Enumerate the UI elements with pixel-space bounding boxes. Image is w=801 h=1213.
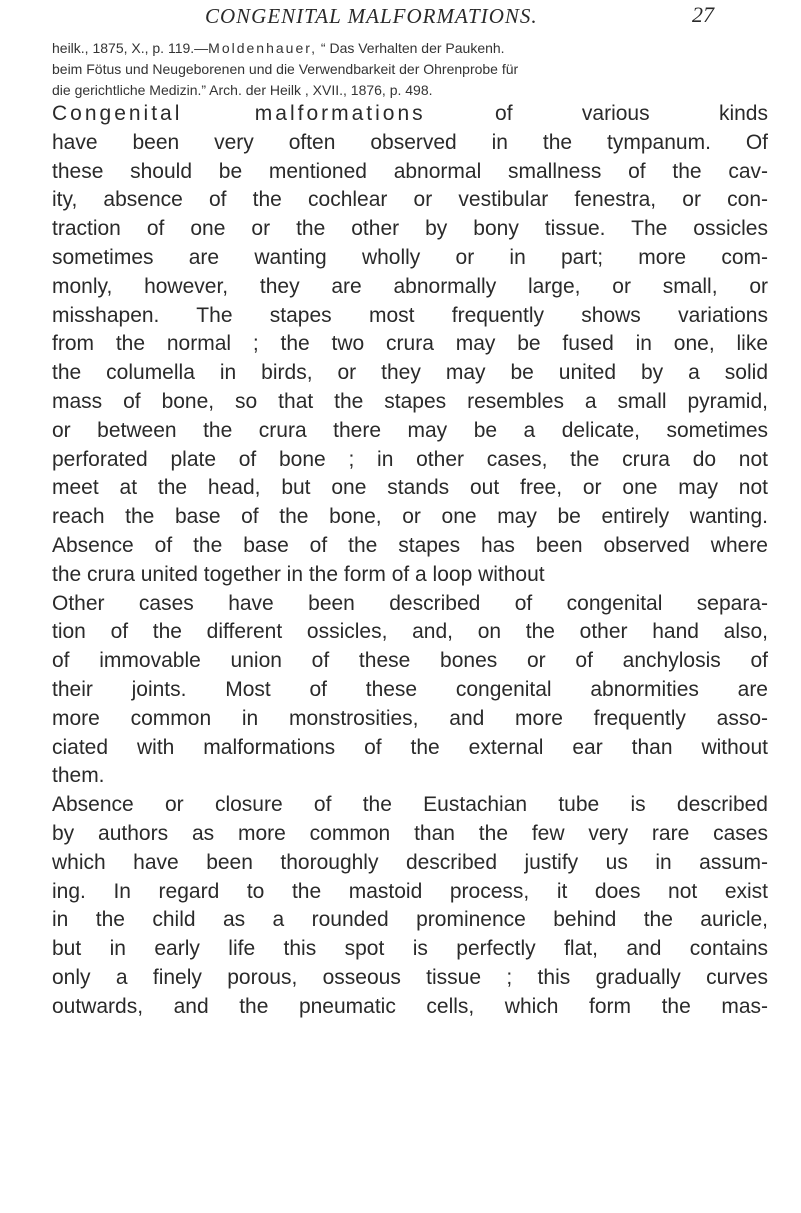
paragraph-1-line: mass of bone, so that the stapes resembles a small pyramid, [52, 389, 768, 413]
paragraph-1-line: reach the base of the bone, or one may be entirely wanting. [52, 505, 768, 529]
footnote-citation: heilk., 1875, X., p. 119.— [52, 40, 209, 56]
line-rest: of various kinds [425, 102, 768, 125]
paragraph-2-line: them. [52, 764, 105, 788]
paragraph-1-line: these should be mentioned abnormal smallness of the cav- [52, 159, 768, 183]
paragraph-1-line: the crura united together in the form of a loop without [52, 562, 545, 586]
paragraph-1-line: the columella in birds, or they may be united by a solid [52, 361, 768, 385]
footnote [52, 38, 768, 101]
paragraph-3-line: in the child as a rounded prominence behind the auricle, [52, 908, 768, 932]
paragraph-1-line [52, 100, 768, 129]
paragraph-2-line: more common in monstrosities, and more frequently asso- [52, 706, 768, 730]
paragraph-1-line: or between the crura there may be a delicate, sometimes [52, 418, 768, 442]
paragraph-2-line: ciated with malformations of the external ear than without [52, 735, 768, 759]
footnote-author: Moldenhauer, [208, 40, 318, 56]
page-number: 27 [692, 2, 714, 27]
paragraph-3-line: ing. In regard to the mastoid process, it does not exist [52, 879, 768, 903]
running-title: CONGENITAL MALFORMATIONS. [205, 4, 538, 28]
footnote-line: beim Fötus und Neugeborenen und die Verwendbarkeit der Ohrenprobe für [52, 61, 519, 77]
paragraph-1-line: from the normal ; the two crura may be fused in one, like [52, 332, 768, 356]
paragraph-3-line: by authors as more common than the few very rare cases [52, 821, 768, 845]
paragraph-1-line: meet at the head, but one stands out free, or one may not [52, 476, 768, 500]
paragraph-2-line: of immovable union of these bones or of anchylosis of [52, 649, 768, 673]
footnote-line [52, 38, 768, 59]
body-text [52, 100, 768, 1022]
paragraph-1-line: ity, absence of the cochlear or vestibular fenestra, or con- [52, 188, 768, 212]
paragraph-1-line: perforated plate of bone ; in other cases, the crura do not [52, 447, 768, 471]
paragraph-2-line: Other cases have been described of congenital separa- [52, 591, 768, 615]
footnote-title-start: “ Das Verhalten der Paukenh. [317, 40, 505, 56]
paragraph-3-line: Absence or closure of the Eustachian tube is described [52, 793, 768, 817]
paragraph-1-line: traction of one or the other by bony tissue. The ossicles [52, 217, 768, 241]
paragraph-1-line: have been very often observed in the tympanum. Of [52, 130, 768, 154]
paragraph-1-line: sometimes are wanting wholly or in part; more com- [52, 245, 768, 269]
paragraph-1-line: Absence of the base of the stapes has been observed where [52, 533, 768, 557]
paragraph-2-line: their joints. Most of these congenital abnormities are [52, 677, 768, 701]
paragraph-1-line: monly, however, they are abnormally large, or small, or [52, 274, 768, 298]
footnote-line: die gerichtliche Medizin.” Arch. der Heilk , XVII., 1876, p. 498. [52, 82, 433, 98]
paragraph-3-line: but in early life this spot is perfectly flat, and contains [52, 937, 768, 961]
paragraph-3-line: only a finely porous, osseous tissue ; this gradually curves [52, 965, 768, 989]
paragraph-1-line: misshapen. The stapes most frequently shows variations [52, 303, 768, 327]
lead-phrase: Congenital malformations [52, 102, 426, 125]
paragraph-3-line: outwards, and the pneumatic cells, which form the mas- [52, 994, 768, 1018]
paragraph-3-line: which have been thoroughly described justify us in assum- [52, 850, 768, 874]
paragraph-2-line: tion of the different ossicles, and, on the other hand also, [52, 620, 768, 644]
